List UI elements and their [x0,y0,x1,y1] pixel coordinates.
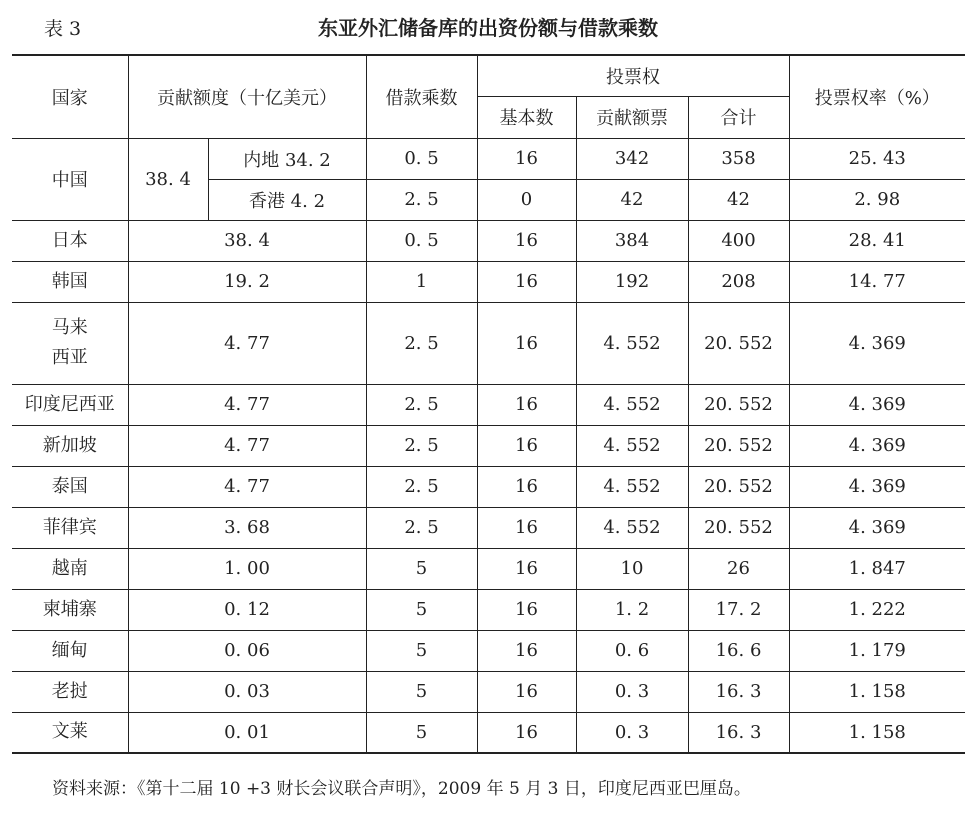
cell-country: 日本 [12,220,128,261]
cell-total: 26 [688,548,789,589]
cell-contrib-votes: 10 [576,548,688,589]
header-basic: 基本数 [477,96,576,138]
table-row [12,507,965,548]
table-row [12,302,965,384]
cell-multiplier: 2. 5 [366,466,477,507]
cell-basic: 16 [477,302,576,384]
cell-total: 20. 552 [688,425,789,466]
cell-multiplier: 5 [366,712,477,753]
cell-country: 菲律宾 [12,507,128,548]
cell-multiplier: 0. 5 [366,138,477,179]
cell-country: 中国 [12,138,128,220]
cell-multiplier: 5 [366,671,477,712]
cell-region: 内地 34. 2 [208,138,366,179]
cell-basic: 16 [477,138,576,179]
cell-contrib-votes: 384 [576,220,688,261]
table-row [12,712,965,753]
cell-vote-share: 25. 43 [789,138,965,179]
cell-contribution: 0. 03 [128,671,366,712]
cell-vote-share: 1. 222 [789,589,965,630]
cell-contribution: 19. 2 [128,261,366,302]
cell-total: 358 [688,138,789,179]
cell-contrib-votes: 342 [576,138,688,179]
cell-vote-share: 1. 158 [789,671,965,712]
cell-country: 柬埔寨 [12,589,128,630]
cell-basic: 16 [477,671,576,712]
table-row [12,548,965,589]
cell-multiplier: 2. 5 [366,179,477,220]
cell-region: 香港 4. 2 [208,179,366,220]
table-row [12,384,965,425]
table-row [12,261,965,302]
cell-basic: 16 [477,220,576,261]
cell-total: 16. 3 [688,712,789,753]
cell-contrib-votes: 4. 552 [576,384,688,425]
header-multiplier: 借款乘数 [366,55,477,138]
cell-basic: 16 [477,466,576,507]
header-total: 合计 [688,96,789,138]
cell-multiplier: 5 [366,548,477,589]
cell-country: 泰国 [12,466,128,507]
cell-multiplier: 1 [366,261,477,302]
cell-vote-share: 1. 179 [789,630,965,671]
cell-basic: 16 [477,589,576,630]
cell-country: 马来 西亚 [12,302,128,384]
cell-vote-share: 4. 369 [789,384,965,425]
cell-contrib-votes: 4. 552 [576,507,688,548]
cell-contrib-votes: 4. 552 [576,302,688,384]
cell-contribution: 0. 01 [128,712,366,753]
cell-contribution: 0. 12 [128,589,366,630]
cell-vote-share: 14. 77 [789,261,965,302]
cell-country: 印度尼西亚 [12,384,128,425]
cell-contribution: 4. 77 [128,425,366,466]
cell-vote-share: 1. 847 [789,548,965,589]
table-label: 表 3 [44,18,82,40]
cell-basic: 16 [477,425,576,466]
cell-contrib-votes: 0. 6 [576,630,688,671]
data-table [12,54,965,754]
cell-country: 缅甸 [12,630,128,671]
cell-vote-share: 2. 98 [789,179,965,220]
header-vote-share: 投票权率（%） [789,55,965,138]
cell-contrib-votes: 192 [576,261,688,302]
cell-vote-share: 1. 158 [789,712,965,753]
cell-contrib-votes: 4. 552 [576,425,688,466]
cell-multiplier: 2. 5 [366,425,477,466]
cell-basic: 16 [477,630,576,671]
cell-total: 208 [688,261,789,302]
cell-multiplier: 5 [366,589,477,630]
cell-contrib-votes: 1. 2 [576,589,688,630]
cell-contribution: 4. 77 [128,384,366,425]
cell-total: 42 [688,179,789,220]
cell-country: 越南 [12,548,128,589]
cell-basic: 16 [477,261,576,302]
cell-multiplier: 2. 5 [366,384,477,425]
cell-country: 老挝 [12,671,128,712]
cell-basic: 0 [477,179,576,220]
cell-contrib-votes: 4. 552 [576,466,688,507]
cell-basic: 16 [477,384,576,425]
cell-contribution: 38. 4 [128,220,366,261]
cell-contribution: 4. 77 [128,466,366,507]
cell-basic: 16 [477,548,576,589]
header-contribution: 贡献额度（十亿美元） [128,55,366,138]
cell-total: 400 [688,220,789,261]
table-row [12,589,965,630]
cell-total: 16. 6 [688,630,789,671]
cell-vote-share: 4. 369 [789,425,965,466]
cell-basic: 16 [477,507,576,548]
cell-total: 17. 2 [688,589,789,630]
cell-country: 文莱 [12,712,128,753]
table-row [12,425,965,466]
cell-total: 20. 552 [688,466,789,507]
cell-total: 20. 552 [688,384,789,425]
cell-contribution: 38. 4 [128,138,208,220]
cell-multiplier: 2. 5 [366,507,477,548]
cell-contribution: 4. 77 [128,302,366,384]
cell-total: 16. 3 [688,671,789,712]
cell-country: 新加坡 [12,425,128,466]
cell-basic: 16 [477,712,576,753]
source-footnote: 资料来源：《第十二届 10 +3 财长会议联合声明》，2009 年 5 月 3 日，印度尼西亚巴厘岛。 [52,779,751,799]
cell-total: 20. 552 [688,507,789,548]
cell-contrib-votes: 0. 3 [576,712,688,753]
cell-contribution: 0. 06 [128,630,366,671]
cell-country: 韩国 [12,261,128,302]
cell-contrib-votes: 42 [576,179,688,220]
cell-contrib-votes: 0. 3 [576,671,688,712]
cell-multiplier: 2. 5 [366,302,477,384]
cell-multiplier: 0. 5 [366,220,477,261]
cell-vote-share: 4. 369 [789,507,965,548]
header-country: 国家 [12,55,128,138]
table-row [12,671,965,712]
table-title: 东亚外汇储备库的出资份额与借款乘数 [318,16,658,40]
cell-total: 20. 552 [688,302,789,384]
cell-vote-share: 28. 41 [789,220,965,261]
cell-contribution: 1. 00 [128,548,366,589]
cell-vote-share: 4. 369 [789,466,965,507]
table-row [12,220,965,261]
table-row [12,630,965,671]
cell-vote-share: 4. 369 [789,302,965,384]
header-contrib-votes: 贡献额票 [576,96,688,138]
header-voting: 投票权 [477,55,789,96]
cell-multiplier: 5 [366,630,477,671]
cell-contribution: 3. 68 [128,507,366,548]
table-row [12,466,965,507]
table-row [12,138,965,179]
